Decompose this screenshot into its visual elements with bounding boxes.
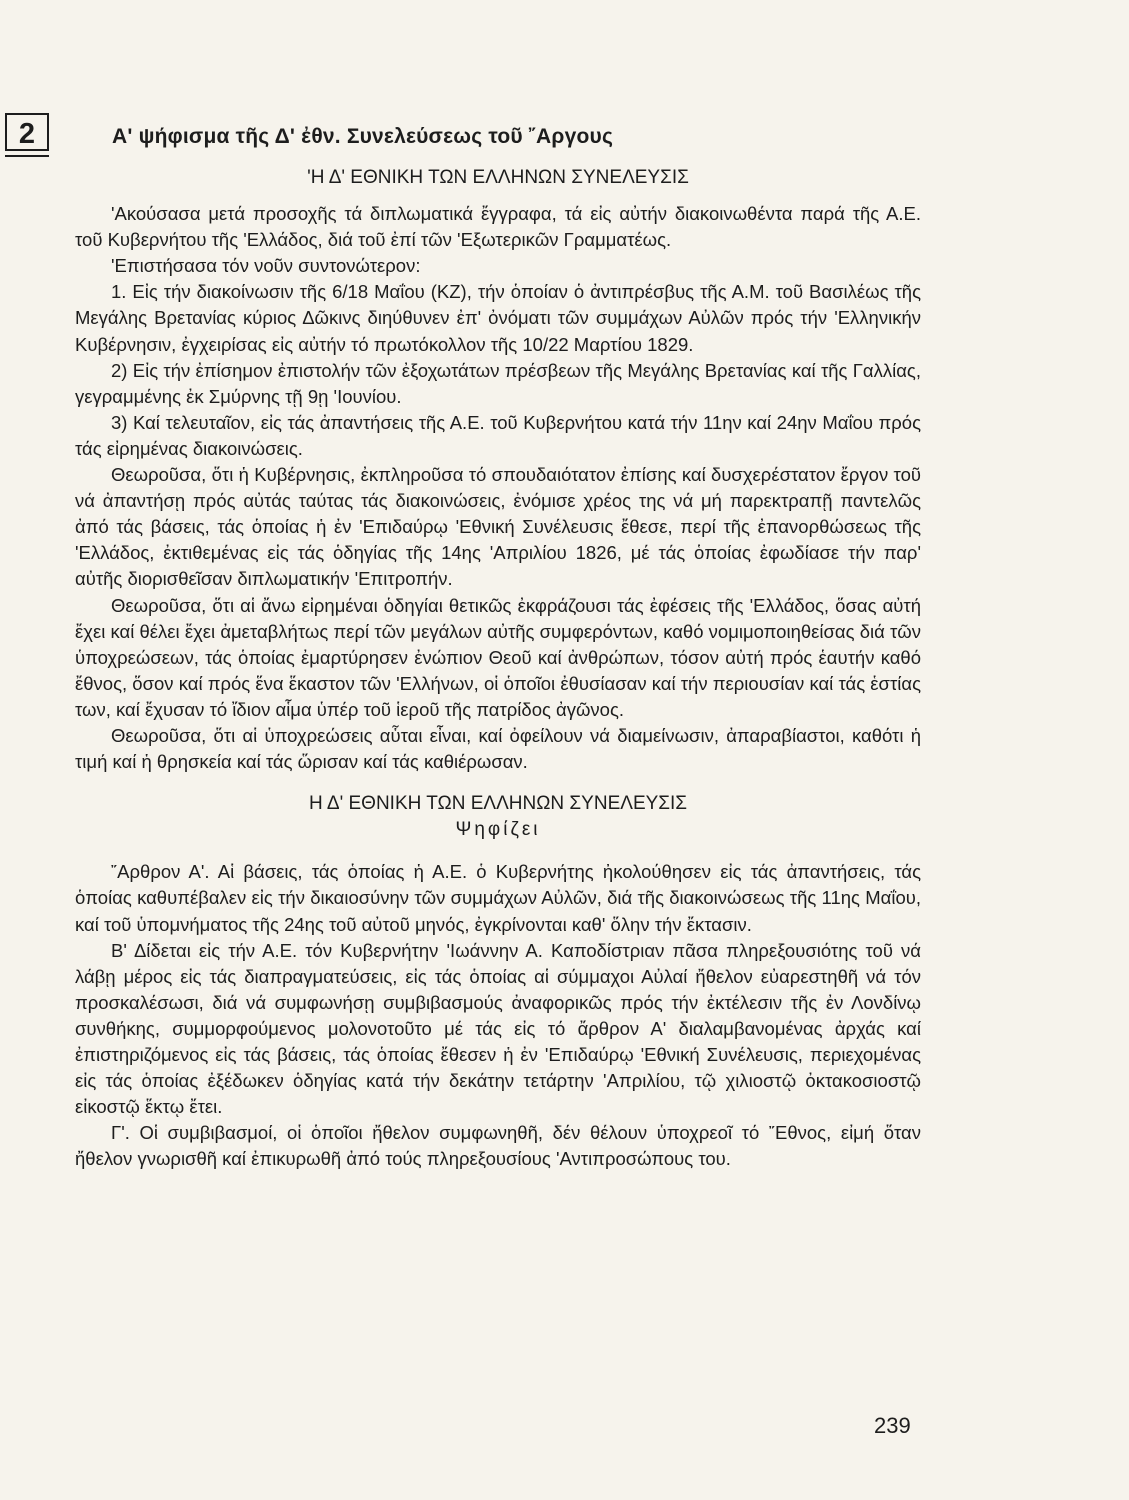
paragraph: 'Ακούσασα μετά προσοχῆς τά διπλωματικά ἔγγραφα, τά εἰς αὐτήν διακοινωθέντα παρά τῆς Α.Ε. τοῦ Κυβερνήτου τῆς 'Ελλάδος, διά τοῦ ἐπί τῶν 'Εξωτερικῶν Γραμματέως. — [75, 203, 921, 251]
document-body — [75, 165, 921, 1172]
document-title: Α' ψήφισμα τῆς Δ' ἐθν. Συνελεύσεως τοῦ ῎Αργους — [112, 125, 614, 148]
page-number: 239 — [874, 1413, 911, 1438]
article-paragraph: ῎Αρθρον Α'. Αἱ βάσεις, τάς ὁποίας ἡ Α.Ε. ὁ Κυβερνήτης ἠκολούθησεν εἰς τάς ἀπαντήσεις, τάς ὁποίας καθυπέβαλεν εἰς τήν δικαιοσύνην τῶν συμμάχων Αὐλῶν, διά τῆς διακοινώσεως τῆς 11ης Μαΐου, καί τοῦ ὑπομνήματος τῆς 24ης τοῦ αὐτοῦ μηνός, ἐγκρίνονται καθ' ὅλην τήν ἔκτασιν. — [75, 861, 921, 935]
paragraph: 'Επιστήσασα τόν νοῦν συντονώτερον: — [111, 255, 421, 277]
document-number: 2 — [18, 118, 36, 150]
paragraph: Θεωροῦσα, ὅτι ἡ Κυβέρνησις, ἐκπληροῦσα τό σπουδαιότατον ἐπίσης καί δυσχερέστατον ἔργον τοῦ νά ἀπαντήσῃ πρός αὐτάς ταύτας τάς διακοινώσεις, ἐνόμισε χρέος της νά μή παρεκτραπῇ παντελῶς ἀπό τάς βάσεις, τάς ὁποίας ἡ ἐν 'Επιδαύρῳ 'Εθνική Συνέλευσις ἔθεσε, περί τῆς ἐπανορθώσεως τῆς 'Ελλάδος, ἐκτιθεμένας εἰς τάς ὁδηγίας τῆς 14ης 'Απριλίου 1826, μέ τάς ὁποίας ἐφωδίασε τήν παρ' αὐτῆς διορισθεῖσαν διπλωματικήν 'Επιτροπήν. — [75, 464, 921, 590]
paragraph: Θεωροῦσα, ὅτι αἱ ἄνω εἰρημέναι ὁδηγίαι θετικῶς ἐκφράζουσι τάς ἐφέσεις τῆς 'Ελλάδος, ὅσας αὐτή ἔχει καί θέλει ἔχει ἀμεταβλήτως περί τῶν μεγάλων αὐτῆς συμφερόντων, καθό νομιμοποιηθείσας διά τῶν ὑποχρεώσεων, τάς ὁποίας ἐμαρτύρησεν ἐνώπιον Θεοῦ καί ἀνθρώπων, τόσον αὐτή πρός ἑαυτήν καθό ἔθνος, ὅσον καί πρός ἕνα ἕκαστον τῶν 'Ελλήνων, οἱ ὁποῖοι ἐθυσίασαν καί τήν περιουσίαν καί τάς ἑστίας των, καί ἔχυσαν τό ἴδιον αἷμα ὑπέρ τοῦ ἱεροῦ τῆς πατρίδος ἀγῶνος. — [75, 594, 921, 720]
paragraph: 3) Καί τελευταῖον, εἰς τάς ἀπαντήσεις τῆς Α.Ε. τοῦ Κυβερνήτου κατά τήν 11ην καί 24ην Μαΐου πρός τάς εἰρημένας διακοινώσεις. — [75, 411, 921, 459]
paragraph: Θεωροῦσα, ὅτι αἱ ὑποχρεώσεις αὗται εἶναι, καί ὀφείλουν νά διαμείνωσιν, ἀπαραβίαστοι, καθότι ἡ τιμή καί ἡ θρησκεία καί τάς ὥρισαν καί τάς καθιέρωσαν. — [75, 724, 921, 773]
article-paragraph: Γ'. Οἱ συμβιβασμοί, οἱ ὁποῖοι ἤθελον συμφωνηθῆ, δέν θέλουν ὑποχρεοῖ τό ῎Εθνος, εἰμή ὅταν ἤθελον γνωρισθῆ καί ἐπικυρωθῆ ἀπό τούς πληρεξουσίους 'Αντιπροσώπους του. — [75, 1122, 921, 1170]
paragraph: 1. Εἰς τήν διακοίνωσιν τῆς 6/18 Μαΐου (ΚΖ), τήν ὁποίαν ὁ ἀντιπρέσβυς τῆς Α.Μ. τοῦ Βασιλέως τῆς Μεγάλης Βρετανίας κύριος Δῶκινς διηύθυνεν ἐπ' ὀνόματι τῶν συμμάχων Αὐλῶν πρός τήν 'Ελληνικήν Κυβέρνησιν, ἐγχειρίσας εἰς αὐτήν τό πρωτόκολλον τῆς 10/22 Μαρτίου 1829. — [75, 281, 921, 355]
assembly-heading-2: Η Δ' ΕΘΝΙΚΗ ΤΩΝ ΕΛΛΗΝΩΝ ΣΥΝΕΛΕΥΣΙΣ — [308, 793, 688, 815]
decree-verb: Ψηφίζει — [455, 819, 541, 841]
article-paragraph: Β' Δίδεται εἰς τήν Α.Ε. τόν Κυβερνήτην 'Ιωάννην Α. Καποδίστριαν πᾶσα πληρεξουσιότης τοῦ νά λάβῃ μέρος εἰς τάς διαπραγματεύσεις, εἰς τάς ὁποίας αἱ σύμμαχοι Αὐλαί ἤθελον εὐαρεστηθῆ νά τόν προσκαλέσωσι, διά νά συμφωνήσῃ συμβιβασμούς ἀναφορικῶς πρός τήν ἐκτέλεσιν τῆς ἐν Λονδίνῳ συνθήκης, συμμορφούμενος μολονοτοῦτο μέ τάς εἰς τό ἄρθρον Α' διαλαμβανομένας ἀρχάς καί ἐπιστηριζόμενος εἰς τάς βάσεις, τάς ὁποίας ἔθεσεν ἡ ἐν 'Επιδαύρῳ 'Εθνική Συνέλευσις, περιεχομένας εἰς τάς ὁποίας ἐξέδωκεν ὁδηγίας κατά τήν δεκάτην τετάρτην 'Απριλίου, τῷ χιλιοστῷ ὀκτακοσιοστῷ εἰκοστῷ ἕκτῳ ἔτει. — [75, 939, 921, 1118]
assembly-heading: 'Η Δ' ΕΘΝΙΚΗ ΤΩΝ ΕΛΛΗΝΩΝ ΣΥΝΕΛΕΥΣΙΣ — [307, 167, 689, 188]
paragraph: 2) Εἰς τήν ἐπίσημον ἐπιστολήν τῶν ἐξοχωτάτων πρέσβεων τῆς Μεγάλης Βρετανίας καί τῆς Γαλλίας, γεγραμμένης ἐκ Σμύρνης τῇ 9ῃ 'Ιουνίου. — [75, 359, 921, 407]
document-number-box — [5, 113, 49, 151]
